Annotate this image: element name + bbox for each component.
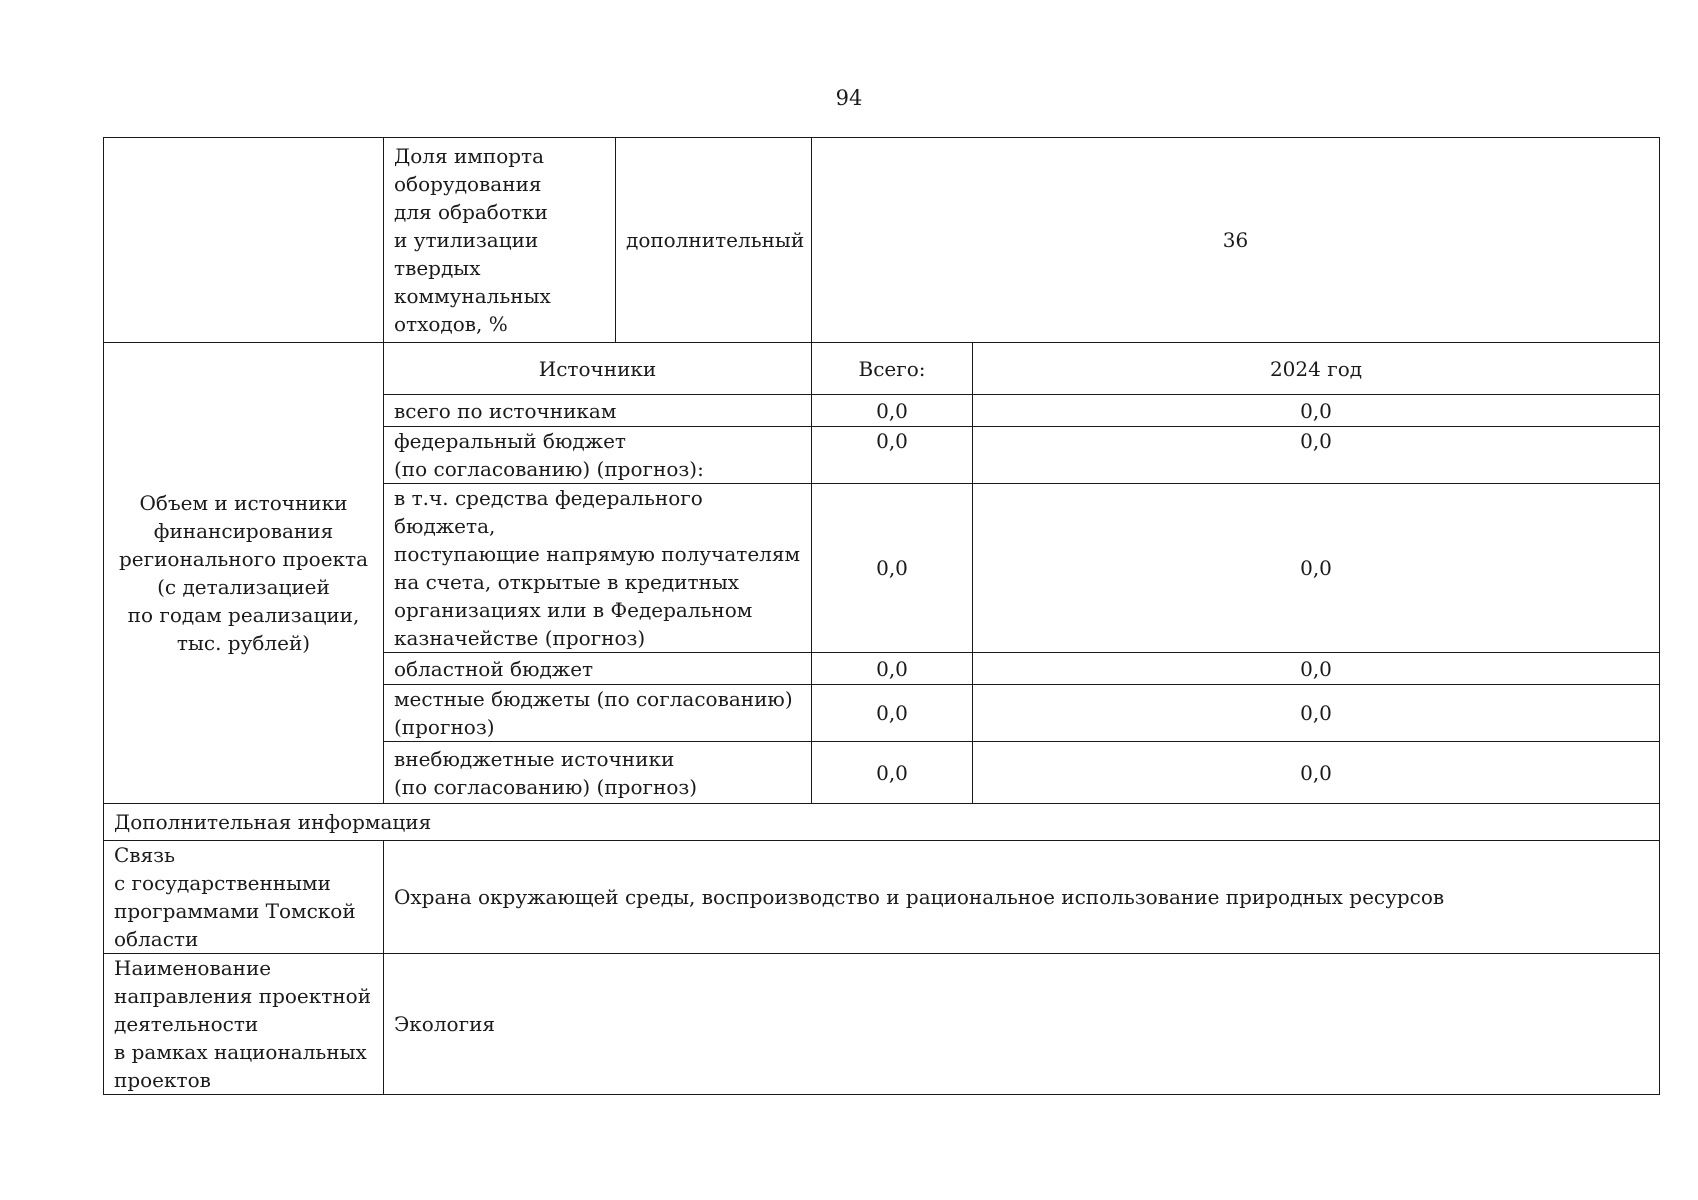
year-value: 0,0 [973,685,1660,742]
programs-label: Связь с государственными программами Томской области [104,841,384,954]
year-value: 0,0 [973,427,1660,484]
financing-header-row [104,343,1660,395]
source-name: областной бюджет [384,653,812,685]
additional-info-heading: Дополнительная информация [104,804,1660,841]
total-value: 0,0 [812,653,973,685]
header-sources: Источники [384,343,812,395]
page-number: 94 [835,86,863,110]
year-value: 0,0 [973,653,1660,685]
passport-table [103,137,1660,1095]
source-name: федеральный бюджет (по согласованию) (прогноз): [384,427,812,484]
indicator-value: 36 [812,138,1660,343]
programs-row [104,841,1660,954]
indicator-row [104,138,1660,343]
additional-info-row [104,804,1660,841]
total-value: 0,0 [812,395,973,427]
source-name: всего по источникам [384,395,812,427]
year-value: 0,0 [973,742,1660,804]
source-name: местные бюджеты (по согласованию) (прогноз) [384,685,812,742]
total-value: 0,0 [812,685,973,742]
source-name: в т.ч. средства федерального бюджета, поступающие напрямую получателям на счета, открытые в кредитных организациях или в Федеральном казначействе (прогноз) [384,484,812,653]
total-value: 0,0 [812,742,973,804]
year-value: 0,0 [973,484,1660,653]
year-value: 0,0 [973,395,1660,427]
header-total: Всего: [812,343,973,395]
total-value: 0,0 [812,484,973,653]
direction-label: Наименование направления проектной деятельности в рамках национальных проектов [104,954,384,1095]
empty-cell [104,138,384,343]
programs-value: Охрана окружающей среды, воспроизводство и рациональное использование природных ресурсов [384,841,1660,954]
direction-value: Экология [384,954,1660,1095]
direction-row [104,954,1660,1095]
indicator-type: дополнительный [616,138,812,343]
indicator-name: Доля импорта оборудования для обработки и утилизации твердых коммунальных отходов, % [384,138,616,343]
header-year: 2024 год [973,343,1660,395]
total-value: 0,0 [812,427,973,484]
source-name: внебюджетные источники (по согласованию) (прогноз) [384,742,812,804]
financing-label: Объем и источники финансирования регионального проекта (с детализацией по годам реализации, тыс. рублей) [104,343,384,804]
